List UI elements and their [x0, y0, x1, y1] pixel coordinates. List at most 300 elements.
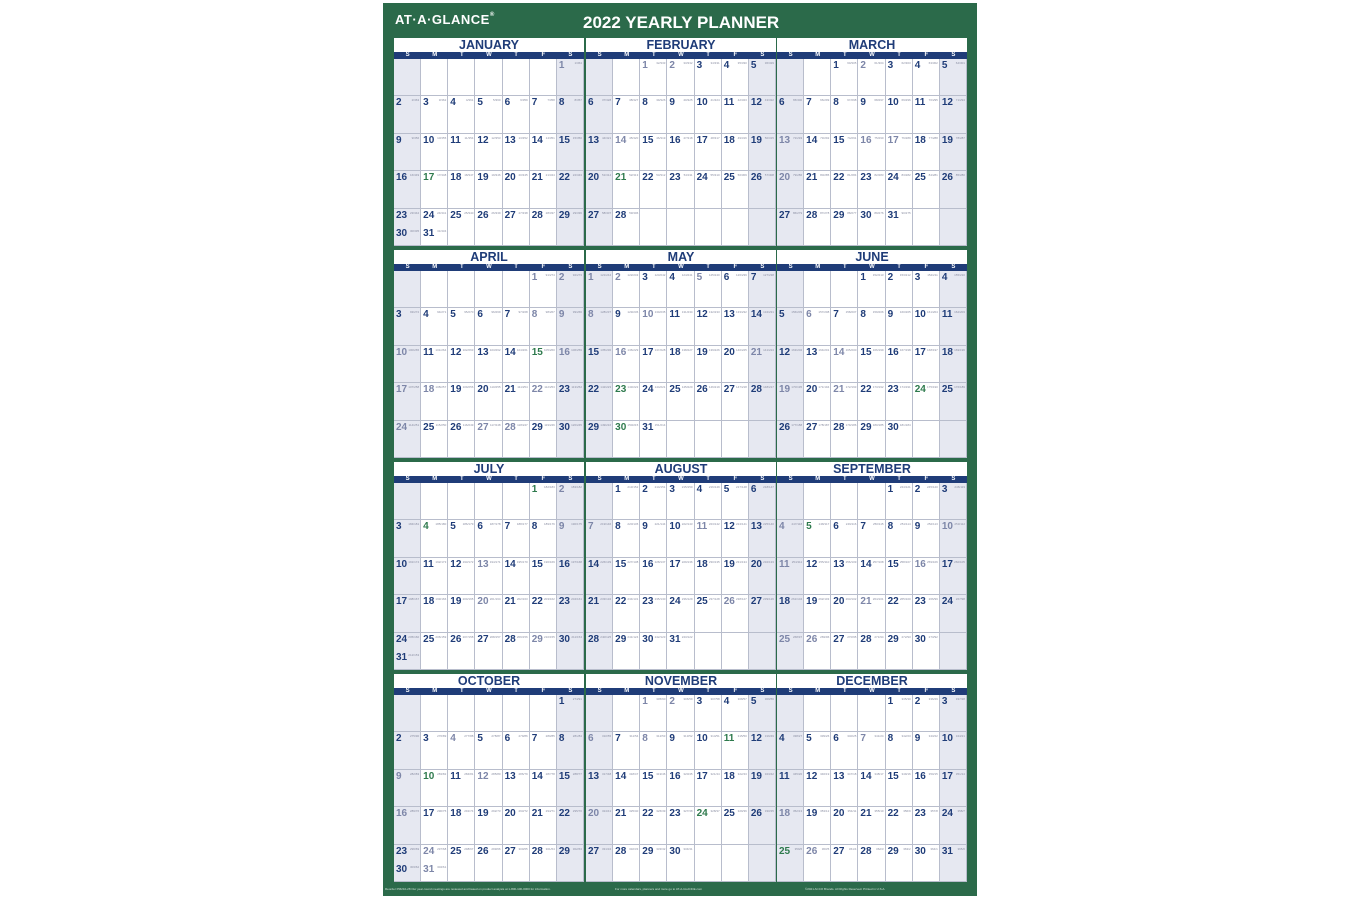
day-cell[interactable] [530, 807, 557, 844]
day-cell[interactable] [695, 845, 722, 882]
day-cell[interactable] [530, 96, 557, 133]
day-cell[interactable] [667, 807, 694, 844]
day-cell[interactable] [394, 807, 421, 844]
day-cell[interactable] [804, 96, 831, 133]
day-cell[interactable] [858, 558, 885, 595]
day-cell[interactable] [777, 845, 804, 882]
day-cell[interactable] [858, 595, 885, 632]
day-cell[interactable] [640, 520, 667, 557]
day-cell[interactable] [886, 845, 913, 882]
day-cell[interactable] [448, 308, 475, 345]
day-cell[interactable] [749, 171, 776, 208]
day-cell[interactable] [886, 308, 913, 345]
day-cell[interactable] [475, 633, 502, 670]
day-cell[interactable] [940, 59, 967, 96]
day-cell[interactable] [613, 96, 640, 133]
day-cell[interactable] [557, 595, 584, 632]
day-cell[interactable] [557, 732, 584, 769]
day-cell[interactable] [804, 732, 831, 769]
day-cell[interactable] [557, 807, 584, 844]
day-cell[interactable] [858, 171, 885, 208]
day-cell[interactable] [804, 271, 831, 308]
day-cell[interactable] [749, 520, 776, 557]
day-cell[interactable] [777, 383, 804, 420]
day-cell[interactable] [448, 595, 475, 632]
day-cell[interactable] [557, 633, 584, 670]
day-cell[interactable] [475, 383, 502, 420]
day-cell[interactable] [913, 558, 940, 595]
day-cell[interactable] [913, 346, 940, 383]
day-cell[interactable] [749, 209, 776, 246]
day-cell[interactable] [913, 695, 940, 732]
day-cell[interactable] [667, 732, 694, 769]
day-cell[interactable] [503, 209, 530, 246]
day-cell[interactable] [640, 171, 667, 208]
day-cell[interactable] [586, 483, 613, 520]
day-cell[interactable] [777, 171, 804, 208]
day-cell[interactable] [586, 209, 613, 246]
day-cell[interactable] [749, 96, 776, 133]
day-cell[interactable] [777, 96, 804, 133]
day-cell[interactable] [886, 96, 913, 133]
day-cell[interactable] [722, 209, 749, 246]
day-cell[interactable] [858, 633, 885, 670]
day-cell[interactable] [667, 271, 694, 308]
day-cell[interactable] [940, 845, 967, 882]
day-cell[interactable] [475, 483, 502, 520]
day-cell[interactable] [557, 171, 584, 208]
day-cell[interactable] [421, 845, 448, 882]
day-cell[interactable] [530, 209, 557, 246]
day-cell[interactable] [722, 421, 749, 458]
day-cell[interactable] [913, 633, 940, 670]
day-cell[interactable] [667, 59, 694, 96]
day-cell[interactable] [777, 59, 804, 96]
day-cell[interactable] [421, 520, 448, 557]
day-cell[interactable] [503, 807, 530, 844]
day-cell[interactable] [448, 134, 475, 171]
day-cell[interactable] [640, 209, 667, 246]
day-cell[interactable] [777, 421, 804, 458]
day-cell[interactable] [503, 633, 530, 670]
day-cell[interactable] [804, 633, 831, 670]
day-cell[interactable] [530, 59, 557, 96]
day-cell[interactable] [667, 558, 694, 595]
day-cell[interactable] [695, 209, 722, 246]
day-cell[interactable] [722, 558, 749, 595]
day-cell[interactable] [503, 383, 530, 420]
day-cell[interactable] [695, 520, 722, 557]
day-cell[interactable] [831, 595, 858, 632]
day-cell[interactable] [394, 770, 421, 807]
day-cell[interactable] [475, 770, 502, 807]
day-cell[interactable] [831, 96, 858, 133]
day-cell[interactable] [695, 171, 722, 208]
day-cell[interactable] [448, 383, 475, 420]
day-cell[interactable] [749, 558, 776, 595]
day-cell[interactable] [586, 171, 613, 208]
day-cell[interactable] [940, 421, 967, 458]
day-cell[interactable] [722, 171, 749, 208]
day-cell[interactable] [777, 271, 804, 308]
day-cell[interactable] [557, 770, 584, 807]
day-cell[interactable] [503, 134, 530, 171]
day-cell[interactable] [586, 695, 613, 732]
day-cell[interactable] [667, 421, 694, 458]
day-cell[interactable] [503, 346, 530, 383]
day-cell[interactable] [913, 732, 940, 769]
day-cell[interactable] [613, 770, 640, 807]
day-cell[interactable] [613, 558, 640, 595]
day-cell[interactable] [722, 807, 749, 844]
day-cell[interactable] [695, 308, 722, 345]
day-cell[interactable] [913, 271, 940, 308]
day-cell[interactable] [667, 346, 694, 383]
day-cell[interactable] [475, 520, 502, 557]
day-cell[interactable] [421, 807, 448, 844]
day-cell[interactable] [448, 209, 475, 246]
day-cell[interactable] [503, 96, 530, 133]
day-cell[interactable] [503, 483, 530, 520]
day-cell[interactable] [831, 558, 858, 595]
day-cell[interactable] [557, 421, 584, 458]
day-cell[interactable] [586, 421, 613, 458]
day-cell[interactable] [557, 695, 584, 732]
day-cell[interactable] [640, 807, 667, 844]
day-cell[interactable] [613, 171, 640, 208]
day-cell[interactable] [722, 845, 749, 882]
day-cell[interactable] [831, 209, 858, 246]
day-cell[interactable] [804, 308, 831, 345]
day-cell[interactable] [940, 633, 967, 670]
day-cell[interactable] [613, 209, 640, 246]
day-cell[interactable] [640, 421, 667, 458]
day-cell[interactable] [613, 520, 640, 557]
day-cell[interactable] [421, 483, 448, 520]
day-cell[interactable] [886, 383, 913, 420]
day-cell[interactable] [695, 271, 722, 308]
day-cell[interactable] [804, 845, 831, 882]
day-cell[interactable] [858, 483, 885, 520]
day-cell[interactable] [858, 209, 885, 246]
day-cell[interactable] [804, 134, 831, 171]
day-cell[interactable] [940, 134, 967, 171]
day-cell[interactable] [475, 807, 502, 844]
day-cell[interactable] [530, 695, 557, 732]
day-cell[interactable] [448, 171, 475, 208]
day-cell[interactable] [722, 271, 749, 308]
day-cell[interactable] [421, 346, 448, 383]
day-cell[interactable] [394, 209, 421, 246]
day-cell[interactable] [913, 171, 940, 208]
day-cell[interactable] [530, 271, 557, 308]
day-cell[interactable] [749, 483, 776, 520]
day-cell[interactable] [886, 558, 913, 595]
day-cell[interactable] [394, 695, 421, 732]
day-cell[interactable] [886, 421, 913, 458]
day-cell[interactable] [640, 845, 667, 882]
day-cell[interactable] [886, 695, 913, 732]
day-cell[interactable] [421, 171, 448, 208]
day-cell[interactable] [831, 845, 858, 882]
day-cell[interactable] [586, 595, 613, 632]
day-cell[interactable] [530, 383, 557, 420]
day-cell[interactable] [586, 383, 613, 420]
day-cell[interactable] [640, 732, 667, 769]
day-cell[interactable] [886, 520, 913, 557]
day-cell[interactable] [749, 633, 776, 670]
day-cell[interactable] [640, 271, 667, 308]
day-cell[interactable] [913, 308, 940, 345]
day-cell[interactable] [858, 770, 885, 807]
day-cell[interactable] [557, 383, 584, 420]
day-cell[interactable] [503, 421, 530, 458]
day-cell[interactable] [640, 483, 667, 520]
day-cell[interactable] [586, 633, 613, 670]
day-cell[interactable] [640, 134, 667, 171]
day-cell[interactable] [421, 59, 448, 96]
day-cell[interactable] [804, 483, 831, 520]
day-cell[interactable] [394, 346, 421, 383]
day-cell[interactable] [940, 520, 967, 557]
day-cell[interactable] [557, 346, 584, 383]
day-cell[interactable] [421, 595, 448, 632]
day-cell[interactable] [448, 845, 475, 882]
day-cell[interactable] [475, 96, 502, 133]
day-cell[interactable] [394, 96, 421, 133]
day-cell[interactable] [777, 695, 804, 732]
day-cell[interactable] [722, 346, 749, 383]
day-cell[interactable] [913, 59, 940, 96]
day-cell[interactable] [394, 483, 421, 520]
day-cell[interactable] [695, 633, 722, 670]
day-cell[interactable] [695, 732, 722, 769]
day-cell[interactable] [831, 807, 858, 844]
day-cell[interactable] [475, 134, 502, 171]
day-cell[interactable] [613, 271, 640, 308]
day-cell[interactable] [530, 308, 557, 345]
day-cell[interactable] [613, 732, 640, 769]
day-cell[interactable] [777, 558, 804, 595]
day-cell[interactable] [586, 96, 613, 133]
day-cell[interactable] [667, 633, 694, 670]
day-cell[interactable] [640, 558, 667, 595]
day-cell[interactable] [640, 59, 667, 96]
day-cell[interactable] [530, 595, 557, 632]
day-cell[interactable] [749, 59, 776, 96]
day-cell[interactable] [448, 695, 475, 732]
day-cell[interactable] [777, 595, 804, 632]
day-cell[interactable] [557, 558, 584, 595]
day-cell[interactable] [475, 171, 502, 208]
day-cell[interactable] [722, 770, 749, 807]
day-cell[interactable] [749, 595, 776, 632]
day-cell[interactable] [886, 807, 913, 844]
day-cell[interactable] [613, 421, 640, 458]
day-cell[interactable] [940, 308, 967, 345]
day-cell[interactable] [503, 770, 530, 807]
day-cell[interactable] [804, 770, 831, 807]
day-cell[interactable] [695, 595, 722, 632]
day-cell[interactable] [749, 271, 776, 308]
day-cell[interactable] [831, 421, 858, 458]
day-cell[interactable] [749, 845, 776, 882]
day-cell[interactable] [503, 59, 530, 96]
day-cell[interactable] [394, 595, 421, 632]
day-cell[interactable] [586, 134, 613, 171]
day-cell[interactable] [475, 845, 502, 882]
day-cell[interactable] [695, 483, 722, 520]
day-cell[interactable] [394, 633, 421, 670]
day-cell[interactable] [557, 483, 584, 520]
day-cell[interactable] [804, 807, 831, 844]
day-cell[interactable] [749, 807, 776, 844]
day-cell[interactable] [749, 134, 776, 171]
day-cell[interactable] [586, 308, 613, 345]
day-cell[interactable] [749, 383, 776, 420]
day-cell[interactable] [777, 770, 804, 807]
day-cell[interactable] [940, 171, 967, 208]
day-cell[interactable] [940, 558, 967, 595]
day-cell[interactable] [777, 308, 804, 345]
day-cell[interactable] [804, 209, 831, 246]
day-cell[interactable] [394, 845, 421, 882]
day-cell[interactable] [530, 633, 557, 670]
day-cell[interactable] [940, 595, 967, 632]
day-cell[interactable] [394, 383, 421, 420]
day-cell[interactable] [667, 483, 694, 520]
day-cell[interactable] [913, 421, 940, 458]
day-cell[interactable] [530, 483, 557, 520]
day-cell[interactable] [831, 633, 858, 670]
day-cell[interactable] [421, 271, 448, 308]
day-cell[interactable] [640, 770, 667, 807]
day-cell[interactable] [940, 807, 967, 844]
day-cell[interactable] [503, 171, 530, 208]
day-cell[interactable] [940, 483, 967, 520]
day-cell[interactable] [858, 346, 885, 383]
day-cell[interactable] [613, 383, 640, 420]
day-cell[interactable] [804, 520, 831, 557]
day-cell[interactable] [613, 845, 640, 882]
day-cell[interactable] [886, 134, 913, 171]
day-cell[interactable] [804, 695, 831, 732]
day-cell[interactable] [940, 695, 967, 732]
day-cell[interactable] [886, 59, 913, 96]
day-cell[interactable] [749, 346, 776, 383]
day-cell[interactable] [858, 732, 885, 769]
day-cell[interactable] [503, 271, 530, 308]
day-cell[interactable] [530, 558, 557, 595]
day-cell[interactable] [586, 807, 613, 844]
day-cell[interactable] [667, 383, 694, 420]
day-cell[interactable] [557, 520, 584, 557]
day-cell[interactable] [667, 209, 694, 246]
day-cell[interactable] [448, 96, 475, 133]
day-cell[interactable] [421, 308, 448, 345]
day-cell[interactable] [530, 732, 557, 769]
day-cell[interactable] [640, 308, 667, 345]
day-cell[interactable] [913, 845, 940, 882]
day-cell[interactable] [804, 383, 831, 420]
day-cell[interactable] [640, 595, 667, 632]
day-cell[interactable] [475, 421, 502, 458]
day-cell[interactable] [421, 421, 448, 458]
day-cell[interactable] [448, 346, 475, 383]
day-cell[interactable] [394, 308, 421, 345]
day-cell[interactable] [913, 595, 940, 632]
day-cell[interactable] [475, 732, 502, 769]
day-cell[interactable] [530, 845, 557, 882]
day-cell[interactable] [940, 346, 967, 383]
day-cell[interactable] [940, 271, 967, 308]
day-cell[interactable] [777, 807, 804, 844]
day-cell[interactable] [475, 308, 502, 345]
day-cell[interactable] [394, 271, 421, 308]
day-cell[interactable] [886, 171, 913, 208]
day-cell[interactable] [557, 271, 584, 308]
day-cell[interactable] [394, 134, 421, 171]
day-cell[interactable] [831, 732, 858, 769]
day-cell[interactable] [640, 383, 667, 420]
day-cell[interactable] [613, 595, 640, 632]
day-cell[interactable] [394, 558, 421, 595]
day-cell[interactable] [667, 308, 694, 345]
day-cell[interactable] [831, 346, 858, 383]
day-cell[interactable] [503, 520, 530, 557]
day-cell[interactable] [421, 134, 448, 171]
day-cell[interactable] [777, 732, 804, 769]
day-cell[interactable] [749, 770, 776, 807]
day-cell[interactable] [722, 695, 749, 732]
day-cell[interactable] [722, 633, 749, 670]
day-cell[interactable] [475, 595, 502, 632]
day-cell[interactable] [557, 59, 584, 96]
day-cell[interactable] [421, 732, 448, 769]
day-cell[interactable] [722, 520, 749, 557]
day-cell[interactable] [503, 308, 530, 345]
day-cell[interactable] [722, 308, 749, 345]
day-cell[interactable] [940, 770, 967, 807]
day-cell[interactable] [530, 346, 557, 383]
day-cell[interactable] [475, 59, 502, 96]
day-cell[interactable] [448, 520, 475, 557]
day-cell[interactable] [695, 421, 722, 458]
day-cell[interactable] [640, 346, 667, 383]
day-cell[interactable] [421, 96, 448, 133]
day-cell[interactable] [530, 134, 557, 171]
day-cell[interactable] [448, 770, 475, 807]
day-cell[interactable] [777, 483, 804, 520]
day-cell[interactable] [913, 807, 940, 844]
day-cell[interactable] [777, 134, 804, 171]
day-cell[interactable] [913, 134, 940, 171]
day-cell[interactable] [530, 770, 557, 807]
day-cell[interactable] [722, 134, 749, 171]
day-cell[interactable] [695, 807, 722, 844]
day-cell[interactable] [777, 346, 804, 383]
day-cell[interactable] [613, 308, 640, 345]
day-cell[interactable] [667, 171, 694, 208]
day-cell[interactable] [557, 134, 584, 171]
day-cell[interactable] [940, 96, 967, 133]
day-cell[interactable] [831, 308, 858, 345]
day-cell[interactable] [858, 807, 885, 844]
day-cell[interactable] [557, 308, 584, 345]
day-cell[interactable] [640, 633, 667, 670]
day-cell[interactable] [777, 520, 804, 557]
day-cell[interactable] [804, 421, 831, 458]
